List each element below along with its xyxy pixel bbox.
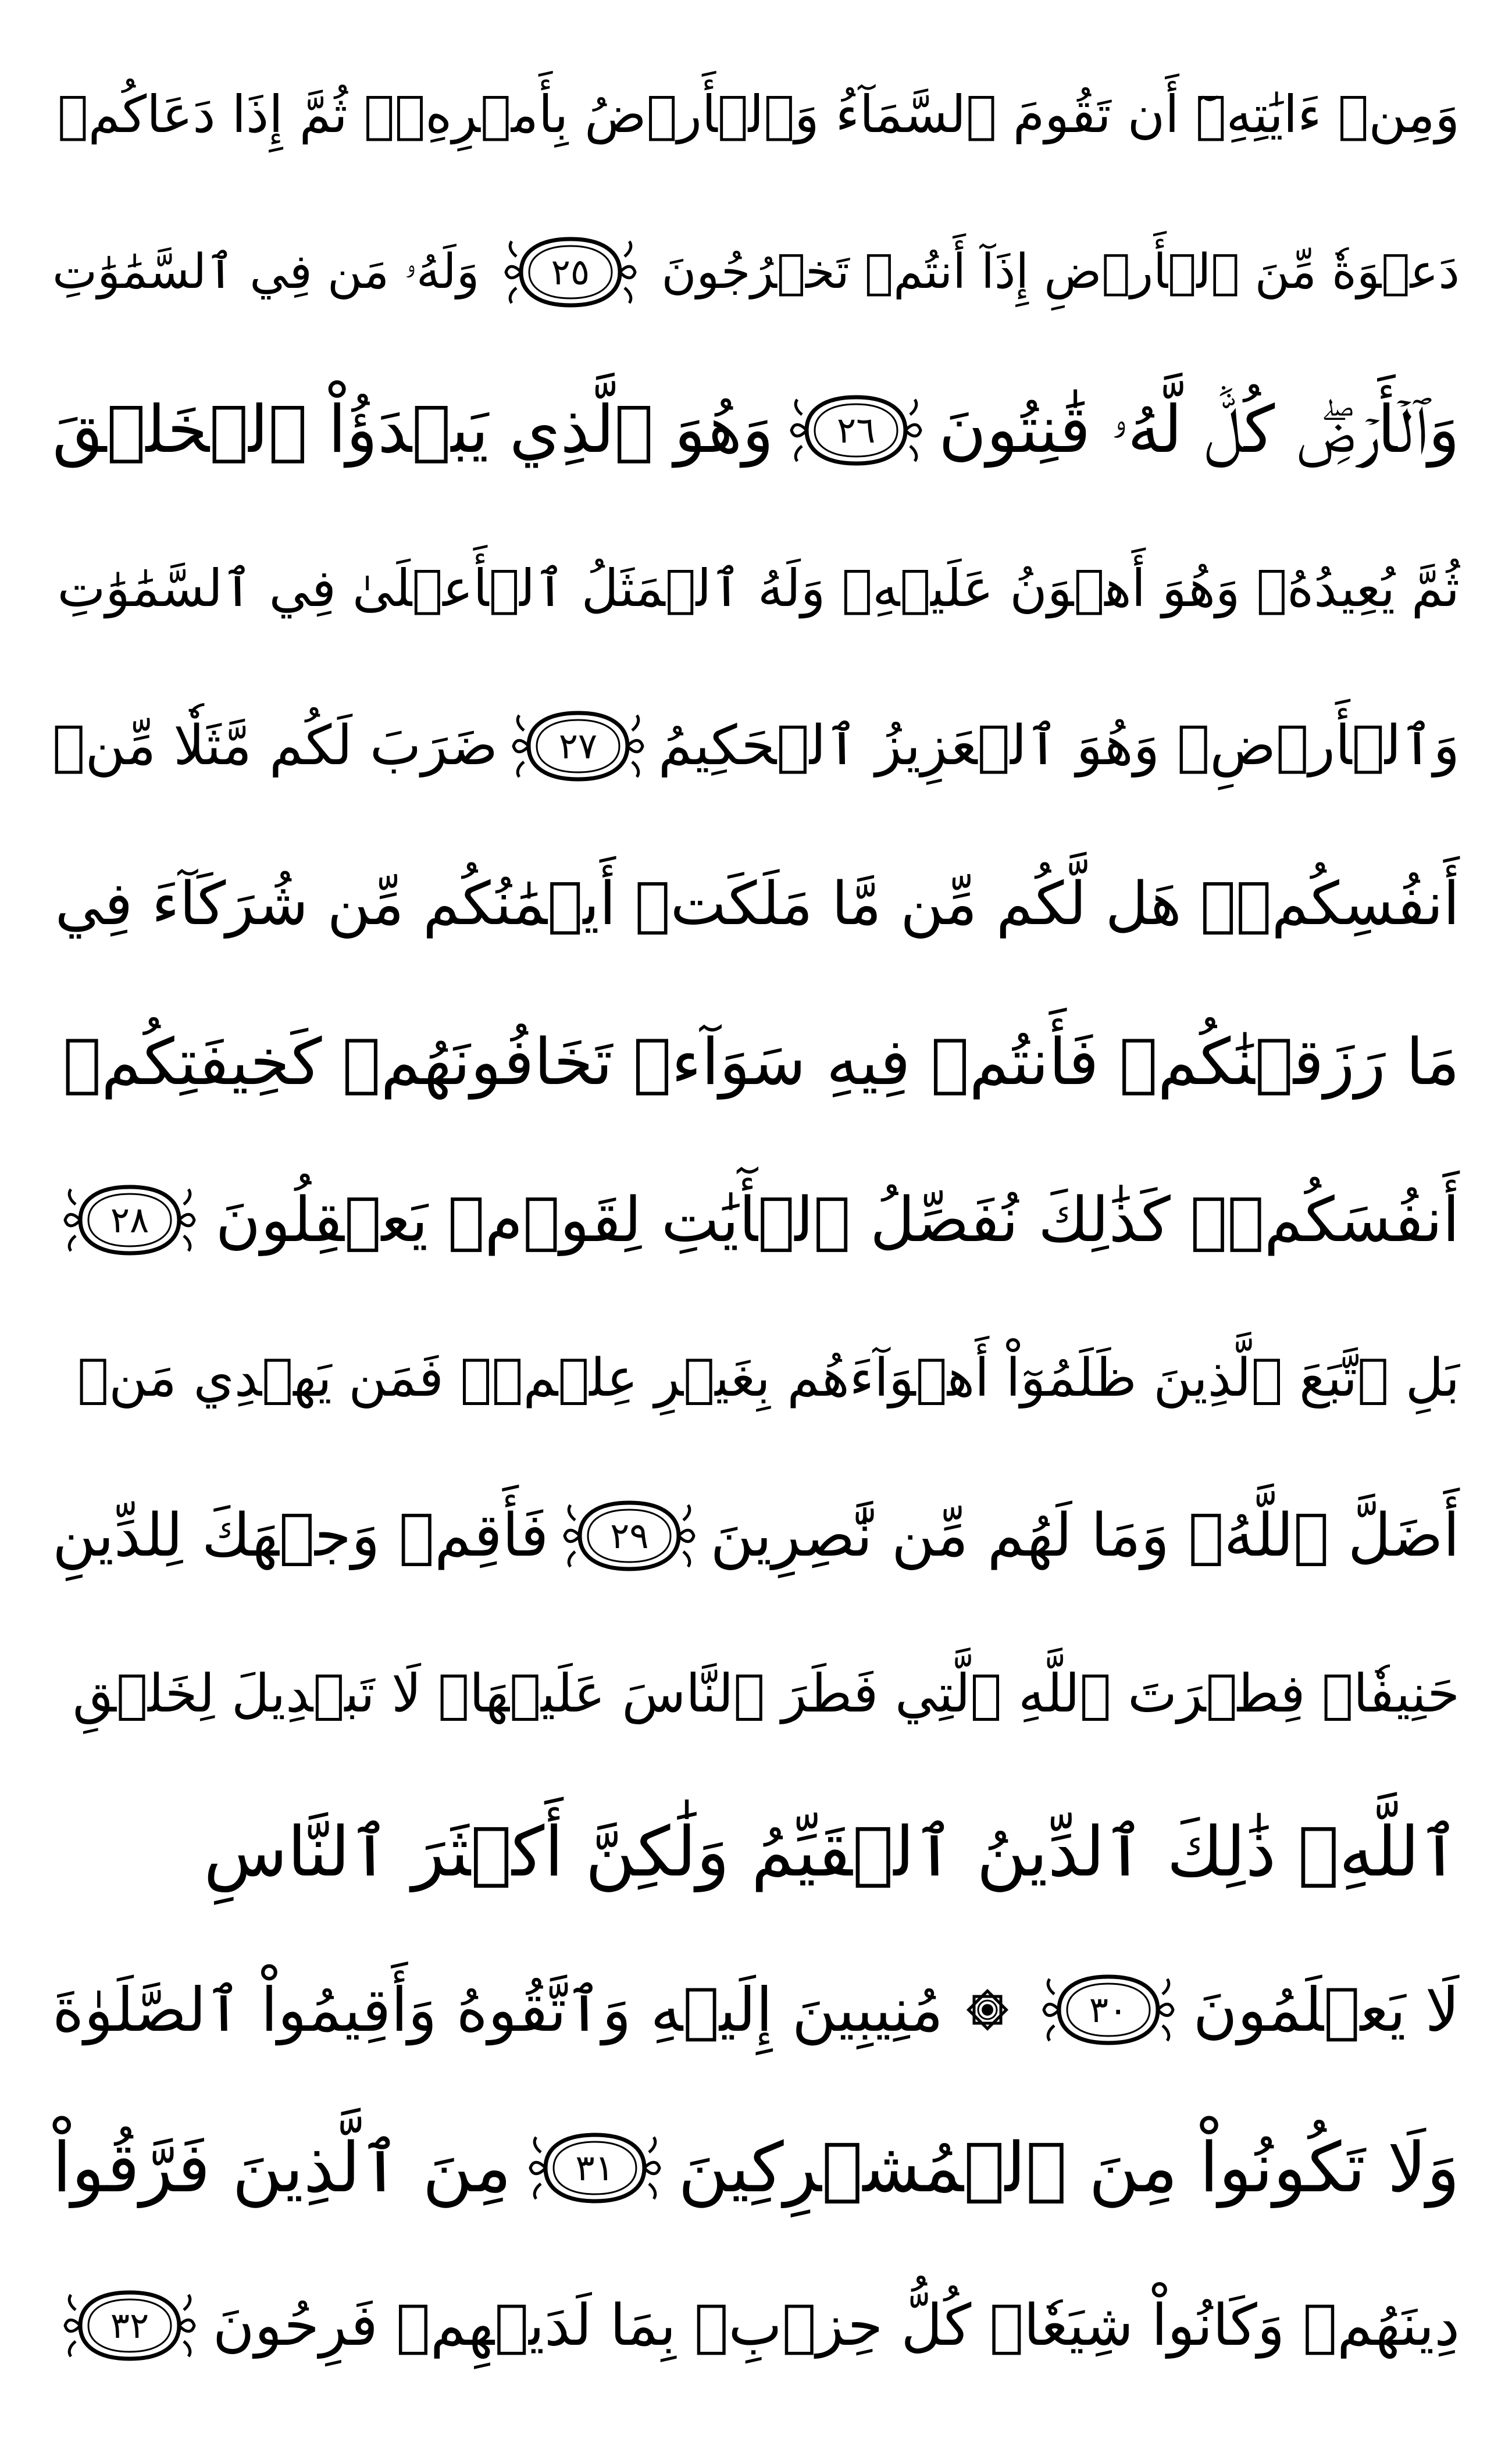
verse-text: ضَرَبَ لَكُم مَّثَلٗا مِّنۡ [52, 714, 498, 778]
verse-text: وَهُوَ ٱلَّذِي يَبۡدَؤُاْ ٱلۡخَلۡقَ [52, 392, 774, 468]
quran-line [52, 1304, 1460, 1452]
ayah-number-marker [504, 229, 637, 316]
verse-text: مِنَ ٱلَّذِينَ فَرَّقُواْ [52, 2127, 512, 2208]
quran-line [52, 2252, 1460, 2399]
verse-text: ثُمَّ يُعِيدُهُۥ وَهُوَ أَهۡوَنُ عَلَيۡهِۚ وَلَهُ ٱلۡمَثَلُ ٱلۡأَعۡلَىٰ فِي ٱلسَّمَٰوَٰتِ [57, 558, 1460, 618]
verse-text: لَا يَعۡلَمُونَ [1193, 1974, 1460, 2046]
quran-line [52, 41, 1460, 188]
quran-line [52, 673, 1460, 820]
verse-text: وَٱلۡأَرۡضِۚ وَهُوَ ٱلۡعَزِيزُ ٱلۡحَكِيمُ [658, 714, 1460, 778]
ayah-number: ٢٩ [610, 1514, 649, 1557]
verse-text: وَٱلۡأَرۡضِۖ كُلّٞ لَّهُۥ قَٰنِتُونَ [939, 392, 1460, 468]
rub-el-hizb-icon [961, 1984, 1014, 2036]
quran-line [52, 989, 1460, 1136]
verse-text: وَلَا تَكُونُواْ مِنَ ٱلۡمُشۡرِكِينَ [678, 2127, 1460, 2208]
verse-text: أَضَلَّ ٱللَّهُۖ وَمَا لَهُم مِّن نَّٰصِرِينَ [710, 1501, 1460, 1571]
verse-text: وَمِنۡ ءَايَٰتِهِۦٓ أَن تَقُومَ ٱلسَّمَآءُ وَٱلۡأَرۡضُ بِأَمۡرِهِۦۚ ثُمَّ إِذَا دَعَاكُمۡ [57, 84, 1460, 144]
verse-text: أَنفُسِكُمۡۖ هَل لَّكُم مِّن مَّا مَلَكَتۡ أَيۡمَٰنُكُم مِّن شُرَكَآءَ فِي [55, 869, 1460, 939]
quran-line [52, 1146, 1460, 1293]
ayah-number: ٣٢ [110, 2304, 149, 2347]
quran-line [52, 1778, 1460, 1926]
ayah-number: ٣٠ [1089, 1988, 1128, 2031]
quran-line [52, 356, 1460, 504]
ayah-number-marker [63, 1176, 197, 1264]
quran-line [52, 830, 1460, 978]
verse-text: دِينَهُمۡ وَكَانُواْ شِيَعٗاۖ كُلُّ حِزۡبِۭ بِمَا لَدَيۡهِمۡ فَرِحُونَ [212, 2292, 1460, 2359]
rub-el-hizb-marker [961, 1984, 1014, 2036]
ayah-number-marker [1042, 1966, 1175, 2053]
quran-text-block [52, 41, 1460, 2399]
ayah-number: ٢٧ [558, 725, 598, 768]
quran-line [52, 1937, 1460, 2084]
ayah-number: ٢٨ [110, 1198, 149, 1241]
verse-text: حَنِيفٗاۚ فِطۡرَتَ ٱللَّهِ ٱلَّتِي فَطَرَ ٱلنَّاسَ عَلَيۡهَاۚ لَا تَبۡدِيلَ لِخَلۡقِ [72, 1663, 1460, 1725]
ayah-number: ٢٥ [551, 251, 590, 294]
quran-line [52, 2094, 1460, 2241]
verse-text: مَا رَزَقۡنَٰكُمۡ فَأَنتُمۡ فِيهِ سَوَآءٞ تَخَافُونَهُمۡ كَخِيفَتِكُمۡ [63, 1024, 1460, 1099]
quran-line [52, 199, 1460, 346]
ayah-number-marker [789, 387, 923, 474]
verse-text: ٱللَّهِۚ ذَٰلِكَ ٱلدِّينُ ٱلۡقَيِّمُ وَلَٰكِنَّ أَكۡثَرَ ٱلنَّاسِ [204, 1811, 1460, 1892]
quran-line [52, 1620, 1460, 1767]
verse-text: أَنفُسَكُمۡۚ كَذَٰلِكَ نُفَصِّلُ ٱلۡأٓيَٰتِ لِقَوۡمٖ يَعۡقِلُونَ [215, 1183, 1460, 1256]
ayah-number-marker [528, 2124, 662, 2212]
ayah-number: ٣١ [575, 2146, 615, 2189]
verse-text: فَأَقِمۡ وَجۡهَكَ لِلدِّينِ [52, 1501, 549, 1571]
quran-line [52, 1463, 1460, 1610]
ayah-number-marker [63, 2282, 197, 2369]
quran-line [52, 515, 1460, 662]
verse-text: وَلَهُۥ مَن فِي ٱلسَّمَٰوَٰتِ [52, 244, 480, 299]
ayah-number-marker [562, 1492, 696, 1579]
ayah-number-marker [511, 703, 645, 790]
verse-text: بَلِ ٱتَّبَعَ ٱلَّذِينَ ظَلَمُوٓاْ أَهۡوَآءَهُم بِغَيۡرِ عِلۡمٖۖ فَمَن يَهۡدِي مَنۡ [77, 1347, 1460, 1409]
verse-text: دَعۡوَةٗ مِّنَ ٱلۡأَرۡضِ إِذَآ أَنتُمۡ تَخۡرُجُونَ [661, 244, 1460, 299]
verse-text: مُنِيبِينَ إِلَيۡهِ وَٱتَّقُوهُ وَأَقِيمُواْ ٱلصَّلَوٰةَ [52, 1974, 944, 2046]
ayah-number: ٢٦ [836, 408, 876, 451]
